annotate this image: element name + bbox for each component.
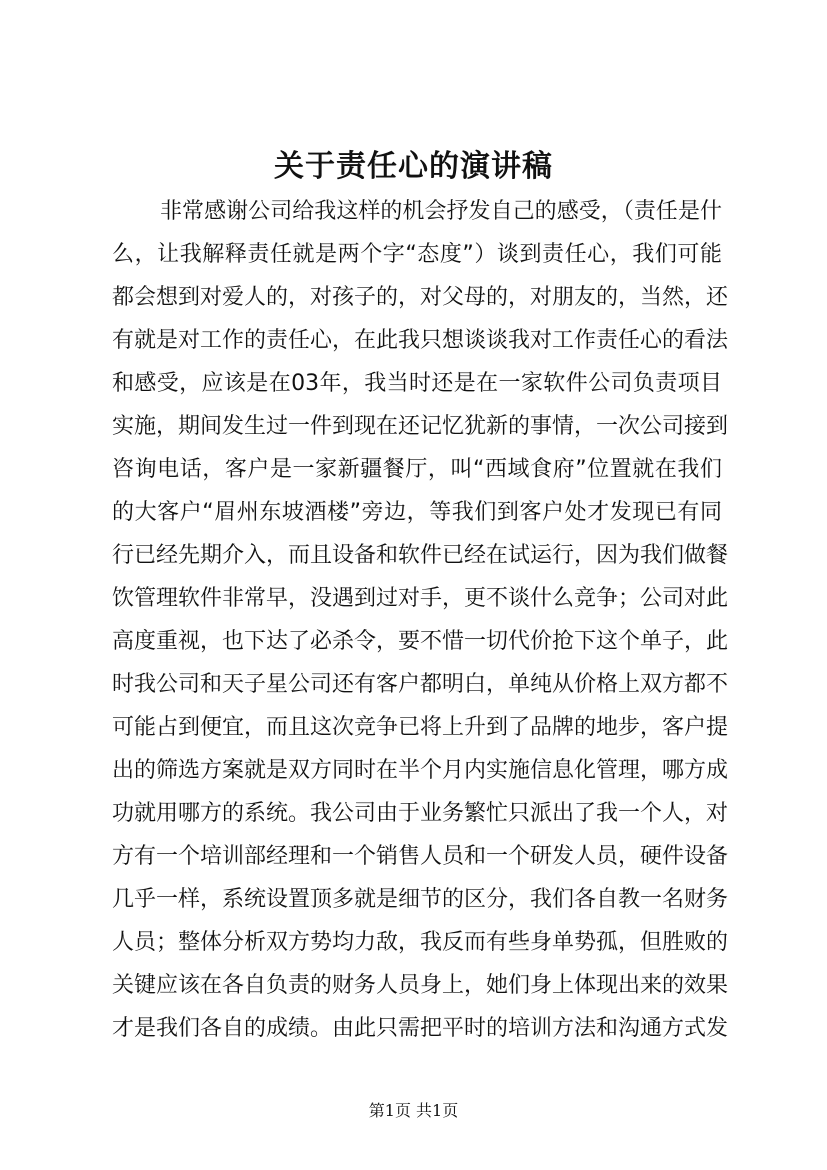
document-title: 关于责任心的演讲稿 [274, 149, 553, 184]
text-line: 人员；整体分析双方势均力敌，我反而有些身单势孤，但胜败的 [112, 930, 729, 955]
text-line: 才是我们各自的成绩。由此只需把平时的培训方法和沟通方式发 [112, 1016, 729, 1041]
text-line: 非常感谢公司给我这样的机会抒发自己的感受，（责任是什 [160, 199, 722, 224]
text-line: 有就是对工作的责任心，在此我只想谈谈我对工作责任心的看法 [112, 328, 729, 353]
text-line: 出的筛选方案就是双方同时在半个月内实施信息化管理，哪方成 [112, 758, 729, 783]
text-line: 和感受，应该是在03年，我当时还是在一家软件公司负责项目 [112, 371, 722, 396]
text-line: 几乎一样，系统设置顶多就是细节的区分，我们各自教一名财务 [112, 887, 729, 912]
text-line: 高度重视，也下达了必杀令，要不惜一切代价抢下这个单子，此 [112, 629, 729, 654]
text-line: 都会想到对爱人的，对孩子的，对父母的，对朋友的，当然，还 [112, 285, 729, 310]
text-line: 么，让我解释责任就是两个字“态度”）谈到责任心，我们可能 [112, 242, 723, 267]
text-line: 关键应该在各自负责的财务人员身上，她们身上体现出来的效果 [112, 973, 729, 998]
text-line: 的大客户“眉州东坡酒楼”旁边，等我们到客户处才发现已有同 [112, 500, 722, 525]
text-line: 功就用哪方的系统。我公司由于业务繁忙只派出了我一个人，对 [112, 801, 729, 826]
text-line: 实施，期间发生过一件到现在还记忆犹新的事情，一次公司接到 [112, 414, 729, 439]
text-line: 行已经先期介入，而且设备和软件已经在试运行，因为我们做餐 [112, 543, 729, 568]
text-line: 咨询电话，客户是一家新疆餐厅，叫“西域食府”位置就在我们 [112, 457, 722, 482]
page-footer: 第1页 共1页 [368, 1101, 459, 1120]
text-line: 时我公司和天子星公司还有客户都明白，单纯从价格上双方都不 [112, 672, 729, 697]
text-line: 饮管理软件非常早，没遇到过对手，更不谈什么竞争；公司对此 [112, 586, 729, 611]
text-line: 方有一个培训部经理和一个销售人员和一个研发人员，硬件设备 [112, 844, 729, 869]
text-line: 可能占到便宜，而且这次竞争已将上升到了品牌的地步，客户提 [112, 715, 729, 740]
